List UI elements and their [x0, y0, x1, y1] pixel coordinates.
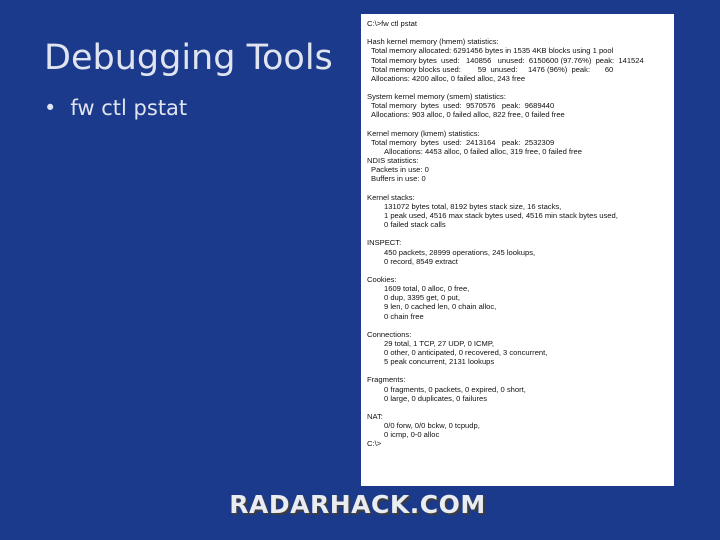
terminal-line: Buffers in use: 0	[371, 174, 426, 184]
slide-title: Debugging Tools	[44, 38, 333, 78]
terminal-line: Cookies:	[367, 274, 397, 284]
terminal-line: Kernel memory (kmem) statistics:	[367, 128, 480, 138]
terminal-line: 5 peak concurrent, 2131 lookups	[384, 357, 495, 367]
terminal-line: Kernel stacks:	[367, 192, 415, 202]
terminal-line: Packets in use: 0	[371, 165, 429, 175]
terminal-line: 0 icmp, 0-0 alloc	[384, 430, 440, 440]
terminal-line: 0 dup, 3395 get, 0 put,	[384, 293, 461, 303]
terminal-line: Connections:	[367, 329, 412, 339]
terminal-blank-line	[367, 120, 668, 129]
terminal-line: INSPECT:	[367, 238, 402, 248]
bullet-text: fw ctl pstat	[70, 96, 188, 120]
terminal-line: C:\>fw ctl pstat	[367, 19, 418, 28]
terminal-line: 0 failed stack calls	[384, 220, 446, 230]
terminal-line: Allocations: 4453 alloc, 0 failed alloc, 319 free, 0 failed free	[384, 146, 582, 156]
terminal-line: 29 total, 1 TCP, 27 UDP, 0 ICMP,	[384, 338, 495, 348]
terminal-blank-line	[367, 184, 668, 193]
terminal-line: Total memory bytes used: 9570576 peak: 9689440	[371, 101, 555, 111]
terminal-line: 0 chain free	[384, 311, 424, 321]
terminal-line: NDIS statistics:	[367, 156, 419, 166]
terminal-line: 9 len, 0 cached len, 0 chain alloc,	[384, 302, 497, 312]
terminal-line: 1609 total, 0 alloc, 0 free,	[384, 284, 470, 294]
terminal-line: 450 packets, 28999 operations, 245 lookups,	[384, 247, 536, 257]
terminal-blank-line	[367, 321, 668, 330]
terminal-line: System kernel memory (smem) statistics:	[367, 92, 506, 102]
terminal-line: Total memory bytes used: 140856 unused: 6150600 (97.76%) peak: 141524	[371, 55, 644, 65]
terminal-line: 0/0 forw, 0/0 bckw, 0 tcpudp,	[384, 421, 480, 431]
terminal-line: NAT:	[367, 412, 383, 422]
terminal-line: 131072 bytes total, 8192 bytes stack size, 16 stacks,	[384, 201, 562, 211]
bullet-dot: •	[44, 96, 57, 120]
terminal-blank-line	[367, 266, 668, 275]
terminal-line: 0 other, 0 anticipated, 0 recovered, 3 concurrent,	[384, 348, 548, 358]
terminal-line: Total memory blocks used: 59 unused: 1476 (96%) peak: 60	[371, 64, 614, 74]
terminal-line: Fragments:	[367, 375, 406, 385]
terminal-line: Total memory allocated: 6291456 bytes in 1535 4KB blocks using 1 pool	[371, 46, 614, 56]
logo-text: RADARHACK.COM	[229, 490, 486, 519]
terminal-line: Allocations: 903 alloc, 0 failed alloc, 822 free, 0 failed free	[371, 110, 565, 120]
terminal-line: 0 large, 0 duplicates, 0 failures	[384, 393, 487, 403]
terminal-output-screenshot	[361, 14, 674, 486]
terminal-line: 1 peak used, 4516 max stack bytes used, 4516 min stack bytes used,	[384, 210, 618, 220]
terminal-line: Allocations: 4200 alloc, 0 failed alloc, 243 free	[371, 73, 526, 83]
terminal-blank-line	[367, 229, 668, 238]
terminal-line: C:\>	[367, 439, 382, 449]
terminal-blank-line	[367, 403, 668, 412]
terminal-line: 0 record, 8549 extract	[384, 256, 458, 266]
terminal-line: 0 fragments, 0 packets, 0 expired, 0 short,	[384, 384, 526, 394]
terminal-line: Total memory bytes used: 2413164 peak: 2532309	[371, 137, 555, 147]
terminal-line: Hash kernel memory (hmem) statistics:	[367, 37, 499, 47]
terminal-blank-line	[367, 83, 668, 92]
terminal-blank-line	[367, 366, 668, 375]
bullet-item	[44, 96, 187, 120]
terminal-blank-line	[367, 28, 668, 37]
site-logo	[0, 488, 720, 522]
